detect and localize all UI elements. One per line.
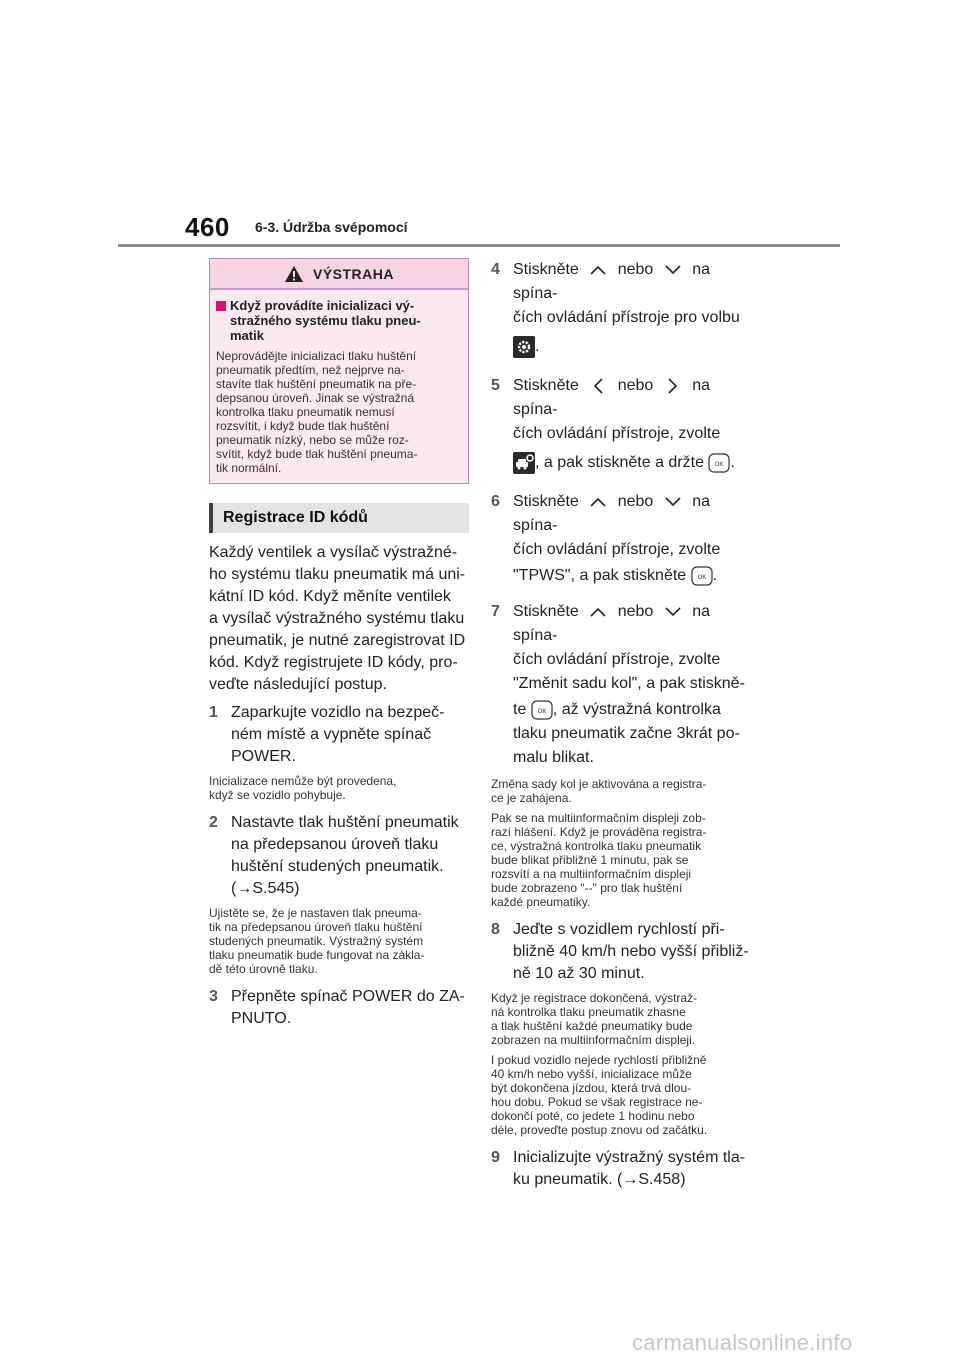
- step-text-fragment: Stiskněte: [513, 603, 579, 620]
- step-line: čích ovládání přístroje pro volbu: [513, 309, 740, 326]
- step-line: ném místě a vypněte spínač: [231, 726, 432, 743]
- step-number: 7: [491, 603, 500, 620]
- step-text-fragment: nebo: [617, 377, 654, 394]
- square-bullet-icon: [216, 301, 226, 311]
- step-text-fragment: nebo: [617, 493, 654, 510]
- step-number: 8: [491, 921, 500, 938]
- note-line: Když je registrace dokončená, výstraž-: [491, 991, 698, 1005]
- svg-text:OK: OK: [715, 462, 724, 468]
- step-line: Přepněte spínač POWER do ZA-: [231, 988, 465, 1005]
- step-number: 5: [491, 377, 500, 394]
- note-line: bude zobrazeno "--" pro tlak huštění: [491, 881, 683, 895]
- step-3: [209, 986, 469, 1030]
- page-reference-link[interactable]: ku pneumatik. (→S.458): [513, 1171, 686, 1188]
- right-column: [491, 258, 753, 1191]
- section-title: 6-3. Údržba svépomocí: [255, 219, 408, 235]
- svg-text:OK: OK: [537, 708, 547, 715]
- chevron-up-icon: [583, 263, 613, 277]
- step-text-fragment: .: [730, 454, 735, 472]
- intro-line: a vysílač výstražného systému tlaku: [209, 610, 465, 627]
- step-text-fragment: .: [535, 338, 540, 356]
- chevron-right-icon: [658, 376, 688, 396]
- warning-body-line: stavíte tlak huštění pneumatik na pře-: [216, 377, 417, 391]
- chevron-down-icon: [658, 495, 688, 509]
- note-2: [209, 906, 469, 976]
- step-text-fragment: nebo: [617, 603, 654, 620]
- note-line: a tlak huštění každé pneumatiky bude: [491, 1019, 693, 1033]
- step-text-fragment: Stiskněte: [513, 493, 579, 510]
- step-line: huštění studených pneumatik.: [231, 858, 444, 875]
- warning-heading: [210, 290, 468, 343]
- warning-body-line: tik normální.: [216, 461, 282, 475]
- warning-body: [210, 343, 468, 475]
- step-number: 3: [209, 988, 218, 1005]
- note-line: každé pneumatiky.: [491, 895, 591, 909]
- chevron-down-icon: [658, 263, 688, 277]
- step-9: [491, 1147, 753, 1191]
- note-line: dokončí poté, co jedete 1 hodinu nebo: [491, 1109, 695, 1123]
- note-line: ce je zahájena.: [491, 791, 572, 805]
- note-line: studených pneumatik. Výstražný systém: [209, 934, 424, 948]
- step-line: malu blikat.: [513, 749, 594, 766]
- step-number: 2: [209, 814, 218, 831]
- warning-heading-line: stražného systému tlaku pneu-: [230, 313, 421, 328]
- note-line: Inicializace nemůže být provedena,: [209, 774, 397, 788]
- note-line: zobrazen na multiinformačním displeji.: [491, 1033, 696, 1047]
- note-line: ce, výstražná kontrolka tlaku pneumatik: [491, 839, 702, 853]
- step-text-fragment: na spína-: [513, 493, 711, 534]
- chevron-up-icon: [583, 495, 613, 509]
- note-line: déle, proveďte postup znovu od začátku.: [491, 1123, 708, 1137]
- step-line: tlaku pneumatik začne 3krát po-: [513, 725, 740, 742]
- note-line: I pokud vozidlo nejede rychlostí přibližně: [491, 1053, 707, 1067]
- page-number: 460: [185, 212, 230, 242]
- intro-line: pneumatik, je nutné zaregistrovat ID: [209, 632, 466, 649]
- step-line: Inicializujte výstražný systém tla-: [513, 1149, 746, 1166]
- step-text-fragment: Stiskněte: [513, 261, 579, 278]
- subheading-registrace: Registrace ID kódů: [209, 503, 469, 533]
- note-line: Pak se na multiinformačním displeji zob-: [491, 811, 706, 825]
- step-7: [491, 600, 753, 770]
- warning-body-line: rozsvítit, i když bude tlak huštění: [216, 419, 390, 433]
- chevron-left-icon: [583, 376, 613, 396]
- note-4: [491, 811, 753, 909]
- warning-body-line: pneumatik předtím, než nejprve na-: [216, 363, 405, 377]
- chevron-down-icon: [658, 605, 688, 619]
- note-5: [491, 991, 753, 1047]
- warning-body-line: depsanou úroveň. Jinak se výstražná: [216, 391, 415, 405]
- car-settings-icon: [513, 452, 535, 474]
- step-line: ně 10 až 30 minut.: [513, 965, 645, 982]
- step-text-fragment: na spína-: [513, 377, 711, 418]
- step-line: Nastavte tlak huštění pneumatik: [231, 814, 459, 831]
- note-line: Ujistěte se, že je nastaven tlak pneuma-: [209, 906, 422, 920]
- left-column: [209, 258, 469, 1030]
- step-text-fragment: "TPWS", a pak stiskněte: [513, 567, 687, 584]
- gear-icon: [513, 336, 535, 358]
- step-number: 1: [209, 704, 218, 721]
- note-line: ná kontrolka tlaku pneumatik zhasne: [491, 1005, 686, 1019]
- note-line: být dokončena jízdou, která trvá dlou-: [491, 1081, 692, 1095]
- intro-line: kátní ID kód. Když měníte ventilek: [209, 588, 451, 605]
- step-line: čích ovládání přístroje, zvolte: [513, 425, 721, 442]
- step-line: bližně 40 km/h nebo vyšší přibliž-: [513, 943, 749, 960]
- warning-box: [209, 258, 469, 484]
- warning-title: VÝSTRAHA: [312, 265, 394, 282]
- warning-header: [210, 259, 468, 290]
- watermark: carmanualsonline.info: [632, 1330, 853, 1355]
- step-line: čích ovládání přístroje, zvolte: [513, 541, 721, 558]
- step-line: na předepsanou úroveň tlaku: [231, 836, 439, 853]
- step-text-fragment: Stiskněte: [513, 377, 579, 394]
- chevron-up-icon: [583, 605, 613, 619]
- step-6: [491, 490, 753, 588]
- step-text-fragment: na spína-: [513, 261, 711, 302]
- note-line: rozsvítí a na multiinformačním displeji: [491, 867, 692, 881]
- step-line: "Změnit sadu kol", a pak stiskně-: [513, 675, 745, 692]
- step-number: 4: [491, 261, 500, 278]
- step-line: Jeďte s vozidlem rychlostí při-: [513, 921, 725, 938]
- note-line: když se vozidlo pohybuje.: [209, 788, 346, 802]
- step-text-fragment: te: [513, 701, 527, 718]
- step-text-fragment: , a pak stiskněte a držte: [535, 454, 704, 472]
- warning-body-line: svítit, když bude tlak huštění pneuma-: [216, 447, 418, 461]
- warning-heading-line: matik: [230, 328, 264, 343]
- intro-line: Každý ventilek a vysílač výstražné-: [209, 544, 458, 561]
- step-number: 9: [491, 1149, 500, 1166]
- step-number: 6: [491, 493, 500, 510]
- step-4: [491, 258, 753, 362]
- note-line: Změna sady kol je aktivována a registra-: [491, 777, 707, 791]
- ok-button-icon: [708, 453, 730, 473]
- svg-text:OK: OK: [697, 574, 706, 581]
- intro-line: veďte následující postup.: [209, 676, 387, 693]
- note-line: bude blikat přibližně 1 minutu, pak se: [491, 853, 689, 867]
- intro-line: kód. Když registrujete ID kódy, pro-: [209, 654, 458, 671]
- intro-line: ho systému tlaku pneumatik má uni-: [209, 566, 466, 583]
- step-8: [491, 919, 753, 985]
- note-line: razí hlášení. Když je prováděna registra-: [491, 825, 707, 839]
- warning-body-line: Neprovádějte inicializaci tlaku huštění: [216, 349, 417, 363]
- ok-button-icon: [531, 700, 553, 720]
- step-text-fragment: , až výstražná kontrolka: [552, 701, 721, 718]
- note-line: tlaku pneumatik bude fungovat na zákla-: [209, 948, 425, 962]
- step-text-fragment: nebo: [617, 261, 654, 278]
- step-line: Zaparkujte vozidlo na bezpeč-: [231, 704, 445, 721]
- step-5: [491, 374, 753, 478]
- warning-triangle-icon: [284, 265, 304, 283]
- step-1: [209, 702, 469, 768]
- note-line: dě této úrovně tlaku.: [209, 962, 318, 976]
- intro-paragraph: [209, 542, 469, 696]
- header-divider: [118, 244, 840, 247]
- step-2: [209, 812, 469, 900]
- warning-body-line: kontrolka tlaku pneumatik nemusí: [216, 405, 395, 419]
- note-3: [491, 777, 753, 805]
- note-line: 40 km/h nebo vyšší, inicializace může: [491, 1067, 692, 1081]
- step-line: čích ovládání přístroje, zvolte: [513, 651, 721, 668]
- step-text-fragment: na spína-: [513, 603, 711, 644]
- warning-body-line: pneumatik nízký, nebo se může roz-: [216, 433, 409, 447]
- note-line: hou dobu. Pokud se však registrace ne-: [491, 1095, 703, 1109]
- step-text-fragment: .: [712, 567, 718, 584]
- warning-heading-line: Když provádíte inicializaci vý-: [230, 298, 415, 313]
- step-line: POWER.: [231, 748, 296, 765]
- page-reference-link[interactable]: (→S.545): [231, 880, 300, 897]
- note-1: [209, 774, 469, 802]
- step-line: PNUTO.: [231, 1010, 292, 1027]
- note-6: [491, 1053, 753, 1137]
- ok-button-icon: [691, 566, 713, 586]
- note-line: tik na předepsanou úroveň tlaku huštění: [209, 920, 423, 934]
